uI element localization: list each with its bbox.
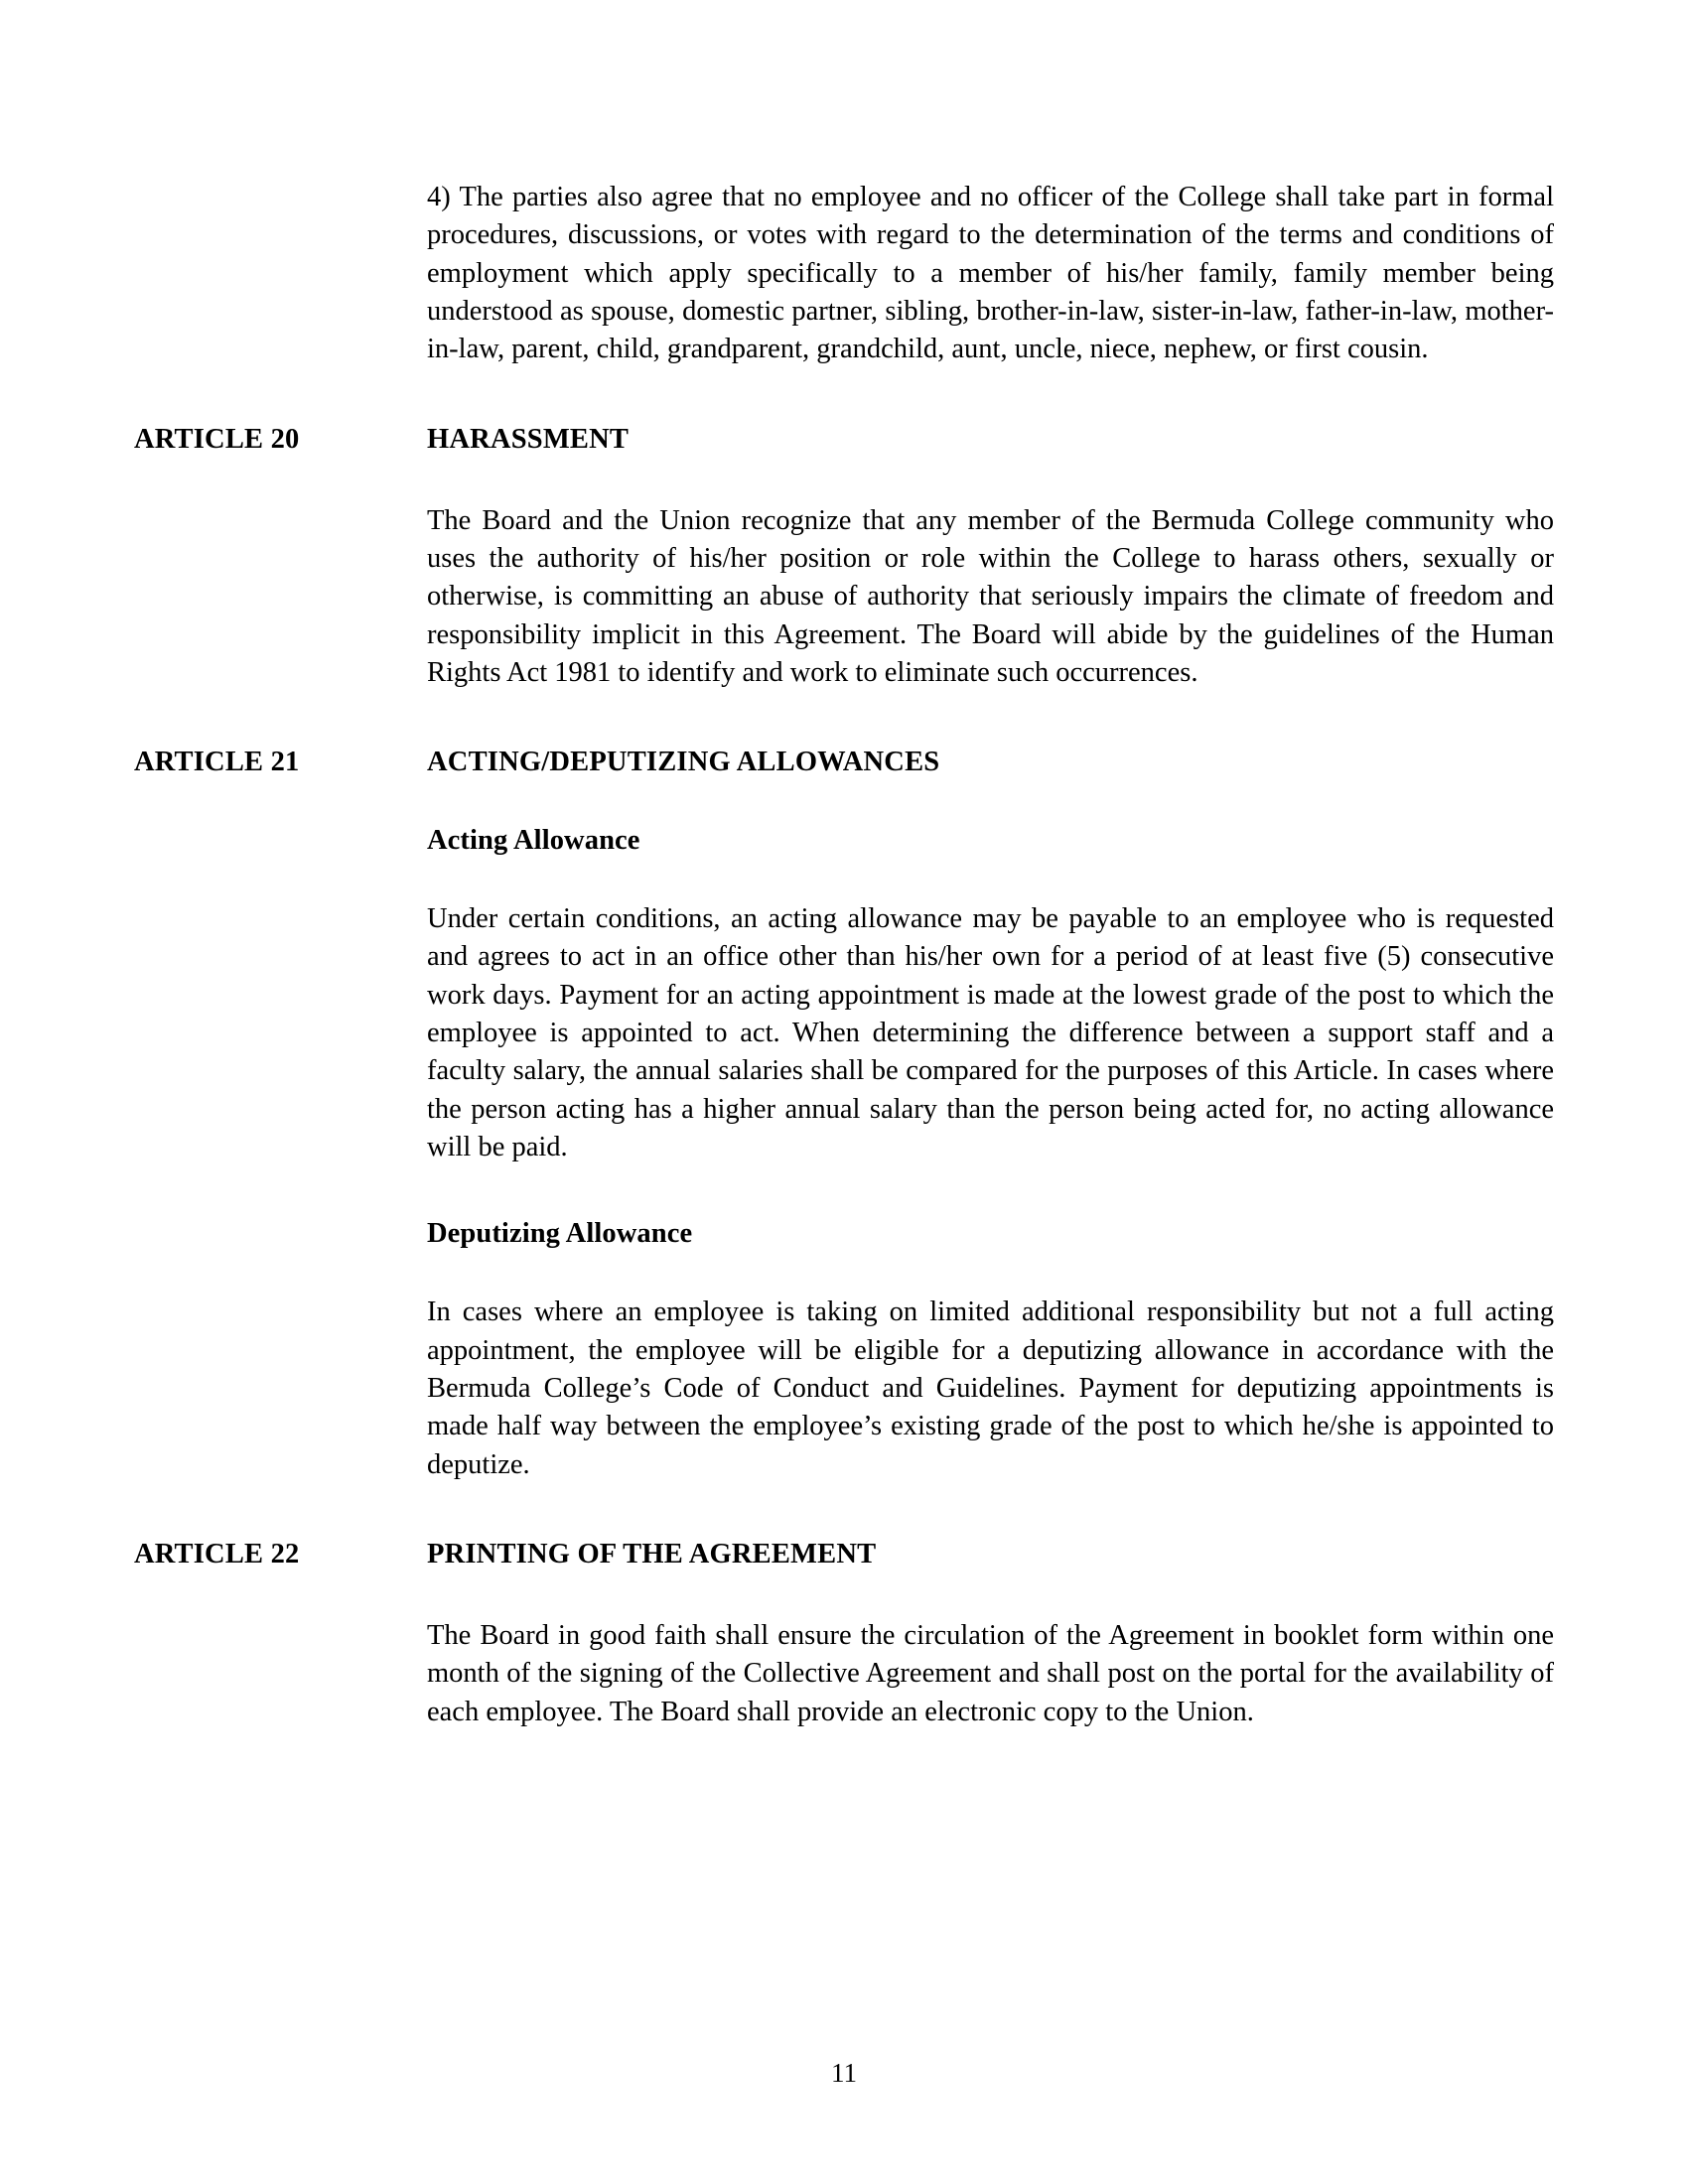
spacer <box>427 1250 1554 1294</box>
spacer <box>134 1166 1554 1218</box>
page-number: 11 <box>831 2058 857 2088</box>
article-21-deputizing-allowance <box>427 1218 1554 1484</box>
article-21-title: ACTING/DEPUTIZING ALLOWANCES <box>427 747 940 778</box>
spacer <box>134 459 1554 502</box>
article-21-heading-row <box>134 744 1554 781</box>
spacer <box>134 369 1554 421</box>
article-22-paragraph: The Board in good faith shall ensure the circulation of the Agreement in booklet form within one month of the signing of the Collective Agreement and shall post on the portal for the availability of each employee. The Board shall provide an electronic copy to the Union. <box>427 1619 1554 1727</box>
deputizing-allowance-subheading: Deputizing Allowance <box>427 1218 693 1250</box>
spacer <box>134 1573 1554 1617</box>
clause-4-block <box>427 179 1554 369</box>
article-21-label: ARTICLE 21 <box>134 747 300 778</box>
article-22-heading-row <box>134 1536 1554 1573</box>
article-21-acting-allowance <box>427 825 1554 1166</box>
spacer <box>134 1484 1554 1536</box>
spacer <box>134 781 1554 825</box>
acting-allowance-subheading: Acting Allowance <box>427 825 640 857</box>
article-20-paragraph: The Board and the Union recognize that any member of the Bermuda College community who uses the authority of his/her position or role within the College to harass others, sexually or otherwise, is committing an abuse of authority that seriously impairs the climate of freedom and responsibility implicit in this Agreement. The Board will abide by the guidelines of the Human Rights Act 1981 to identify and work to eliminate such occurrences. <box>427 504 1554 688</box>
clause-4-paragraph: 4) The parties also agree that no employee and no officer of the College shall take part in formal procedures, discussions, or votes with regard to the determination of the terms and conditions of employment which apply specifically to a member of his/her family, family member being understood as spouse, domestic partner, sibling, brother-in-law, sister-in-law, father-in-law, mother-in-law, parent, child, grandparent, grandchild, aunt, uncle, niece, nephew, or first cousin. <box>427 182 1554 365</box>
article-20-body <box>427 502 1554 693</box>
spacer <box>427 857 1554 900</box>
article-20-heading-row <box>134 421 1554 459</box>
spacer <box>134 692 1554 744</box>
article-20-label: ARTICLE 20 <box>134 423 300 455</box>
page-content <box>134 179 1554 1731</box>
deputizing-allowance-paragraph: In cases where an employee is taking on limited additional responsibility but not a full acting appointment, the employee will be eligible for a deputizing allowance in accordance with the Bermuda College’s Code of Conduct and Guidelines. Payment for deputizing appointments is made half way between the employee’s existing grade of the post to which he/she is appointed to deputize. <box>427 1297 1554 1480</box>
article-22-title: PRINTING OF THE AGREEMENT <box>427 1539 877 1570</box>
article-22-body <box>427 1617 1554 1731</box>
article-22-label: ARTICLE 22 <box>134 1539 300 1570</box>
acting-allowance-paragraph: Under certain conditions, an acting allowance may be payable to an employee who is requested and agrees to act in an office other than his/her own for a period of at least five (5) consecutive work days. Payment for an acting appointment is made at the lowest grade of the post to which the employee is appointed to act. When determining the difference between a support staff and a faculty salary, the annual salaries shall be compared for the purposes of this Article. In cases where the person acting has a higher annual salary than the person being acted for, no acting allowance will be paid. <box>427 903 1554 1163</box>
article-20-title: HARASSMENT <box>427 423 630 455</box>
